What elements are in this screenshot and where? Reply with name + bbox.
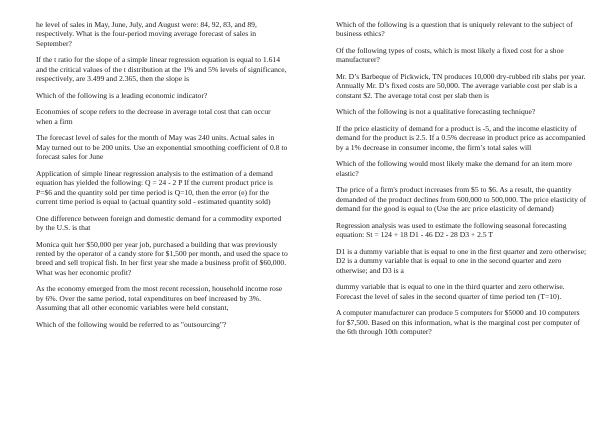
question-text: One difference between foreign and domestic demand for a commodity exported by the U.S. is that: [36, 213, 282, 233]
question-text: Which of the following is not a qualitative forecasting technique?: [336, 107, 536, 117]
left-column: [36, 20, 288, 336]
question-text: The forecast level of sales for the month of May was 240 units. Actual sales in May turned out to be 200 units. Use an exponential smoothing coefficient of 0.8 to forecast sales for June: [36, 133, 288, 162]
question-text: Economies of scope refers to the decrease in average total cost that can occur when a firm: [36, 107, 271, 126]
question-text: Monica quit her $50,000 per year job, purchased a building that was previously rented by the operator of a candy store for $1,500 per month, and used the space to breed and sell tropical fish. In her first year she made a business profit of $60,000. What was her economic profit?: [36, 239, 288, 277]
question-text: The price of a firm's product increases from $5 to $6. As a result, the quantity demanded of the product declines from 600,000 to 500,000. The price elasticity of demand for the good is equal to (Use the arc price elasticity of demand): [336, 185, 587, 214]
question-text: dummy variable that is equal to one in the third quarter and zero otherwise. Forecast the level of sales in the second quarter of time period ten (T=10).: [336, 282, 565, 301]
question-text: A computer manufacturer can produce 5 computers for $5000 and 10 computers for $7,500. Based on this information, what is the marginal cost per computer of the 6th through 10th computer?: [336, 308, 581, 337]
question-text: he level of sales in May, June, July, and August were: 84, 92, 83, and 89, respectively. What is the four-period moving average forecast of sales in September?: [36, 20, 257, 48]
question-text: D1 is a dummy variable that is equal to one in the first quarter and zero otherwise; D2 is a dummy variable that is equal to one in the second quarter and zero otherwise; and D3 is a: [336, 246, 587, 275]
question-text: Mr. D’s Barbeque of Pickwick, TN produces 10,000 dry-rubbed rib slabs per year. Annually Mr. D’s fixed costs are 50,000. The average variable cost per slab is a constant $2. The average total cost per slab then is: [336, 72, 586, 100]
question-text: Regression analysis was used to estimate the following seasonal forecasting equation: St = 124 + 18 D1 - 46 D2 - 28 D3 + 2.5 T: [336, 220, 567, 240]
question-text: Which of the following is a leading economic indicator?: [36, 90, 208, 100]
question-text: Which of the following is a question that is uniquely relevant to the subject of business ethics?: [336, 20, 573, 39]
question-text: Which of the following would be referred to as "outsourcing"?: [36, 319, 227, 329]
question-text: Of the following types of costs, which is most likely a fixed cost for a shoe manufacturer?: [336, 46, 564, 65]
question-text: Application of simple linear regression analysis to the estimation of a demand equation has yielded the following: Q = 24 - 2 P If the current product price is P=$6 and the quantity sold per time period is Q=10, then the error (e) for the current time period is equal to (actual quantity sold - estimated quantity sold): [36, 168, 273, 207]
question-text: As the economy emerged from the most recent recession, household income rose by 6%. Over the same period, total expenditures on beef increased by 3%. Assuming that all other economic variables were held constant,: [36, 284, 283, 313]
question-text: If the price elasticity of demand for a product is -5, and the income elasticity of demand for the product is 2.5. If a 0.5% decrease in product price as accompanied by a 1% decrease in consumer income, the firm’s total sales will: [336, 124, 586, 152]
question-text: If the t ratio for the slope of a simple linear regression equation is equal to 1.614 and the critical values of the t distribution at the 1% and 5% levels of significance, respectively, are 3.499 and 2.365, then the slope is: [36, 55, 287, 84]
question-text: Which of the following would most likely make the demand for an item more elastic?: [336, 159, 572, 178]
right-column: [336, 20, 588, 344]
